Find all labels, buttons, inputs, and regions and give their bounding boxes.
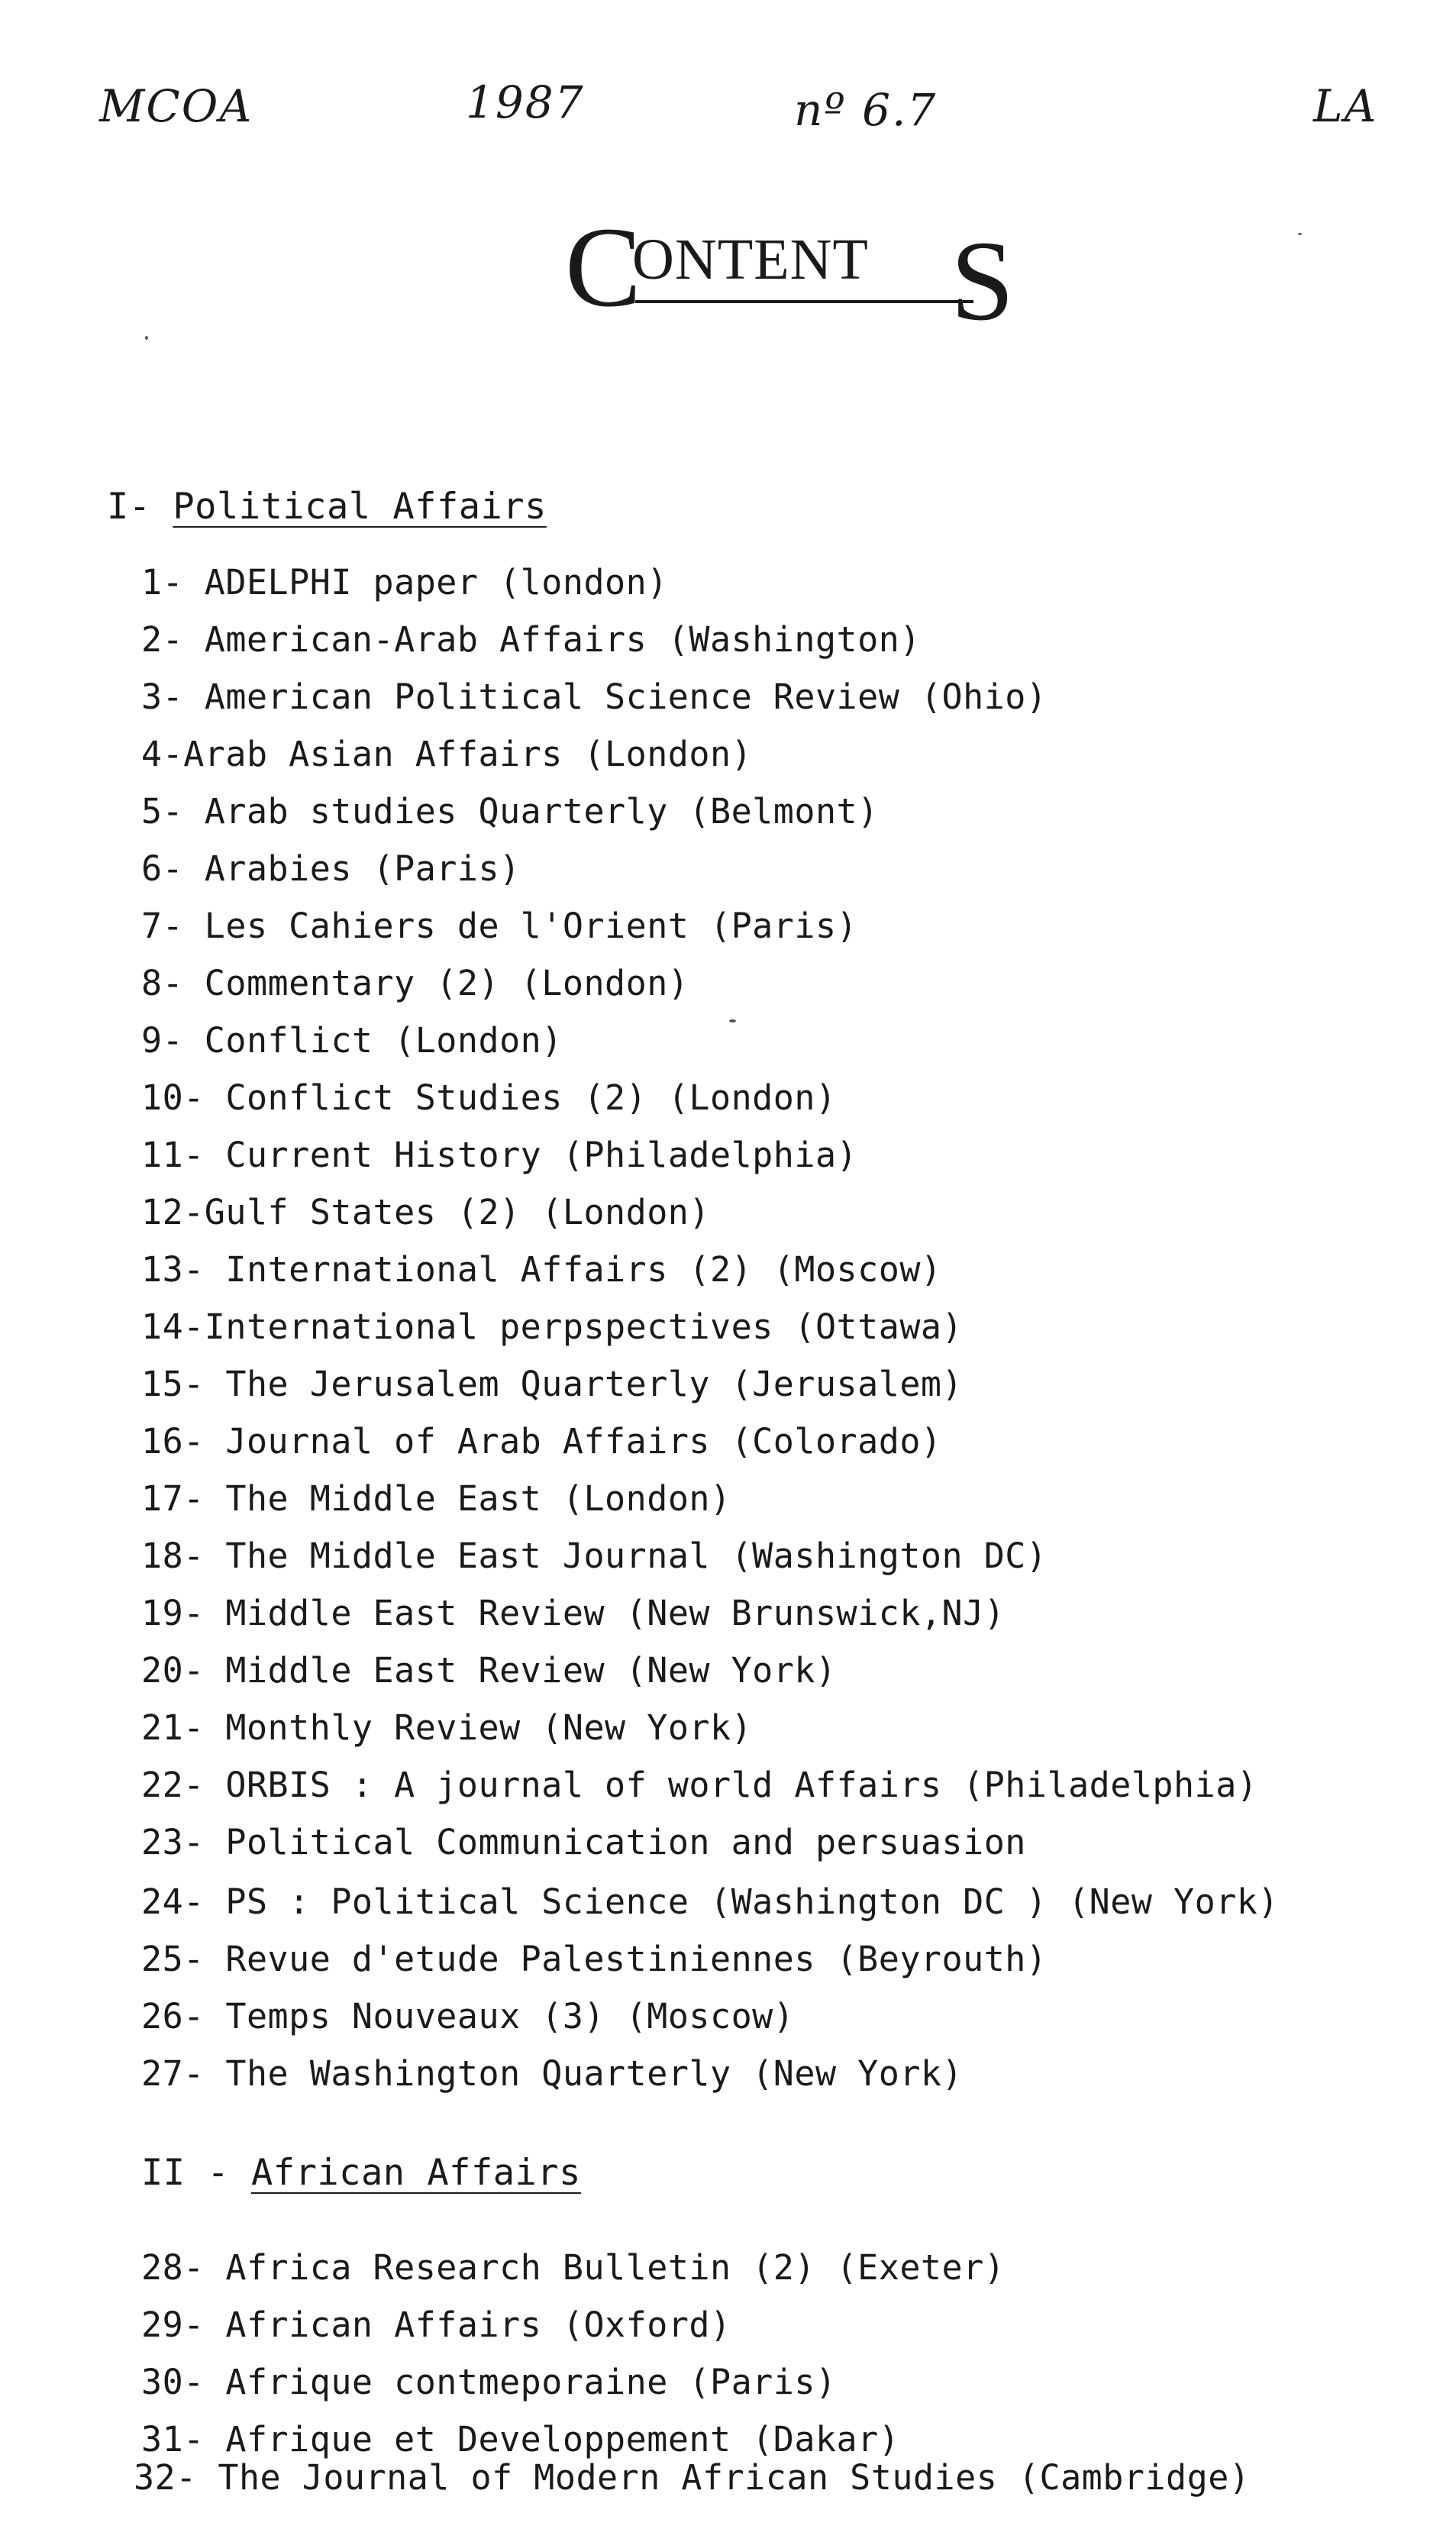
list-item (141, 734, 753, 774)
list-item (141, 1536, 1048, 1576)
title-last-letter: S (951, 218, 1015, 344)
list-item (141, 1822, 1026, 1862)
list-item (141, 1135, 858, 1175)
list-item (141, 1939, 1048, 1979)
item-text: Temps Nouveaux (3) (Moscow) (225, 1996, 795, 2037)
list-item (141, 562, 668, 602)
item-number: 3- (141, 677, 184, 717)
item-text: The Middle East Journal (Washington DC) (225, 1536, 1048, 1576)
list-item (141, 1421, 942, 1462)
item-number: 14- (141, 1307, 205, 1347)
list-item (141, 1478, 731, 1519)
item-number: 18- (141, 1536, 205, 1576)
item-number: 32- (134, 2457, 197, 2498)
item-text: Journal of Arab Affairs (Colorado) (225, 1421, 942, 1462)
item-number: 25- (141, 1939, 205, 1979)
item-number: 17- (141, 1478, 205, 1519)
list-item (141, 1249, 942, 1290)
scan-speck (1298, 233, 1302, 235)
section-title: Political Affairs (173, 486, 547, 528)
list-item (141, 1881, 1279, 1922)
item-text: American-Arab Affairs (Washington) (204, 619, 921, 660)
handwritten-initials: LA (1313, 80, 1378, 132)
scan-speck (145, 336, 148, 340)
handwritten-code: MCOA (99, 80, 253, 132)
list-item (141, 1307, 964, 1347)
item-text: Africa Research Bulletin (2) (Exeter) (225, 2247, 1006, 2288)
item-number: 21- (141, 1707, 205, 1748)
section-heading-political (107, 486, 547, 528)
item-number: 16- (141, 1421, 205, 1462)
item-number: 15- (141, 1364, 205, 1404)
section-numeral: I- (107, 486, 151, 528)
item-text: International Affairs (2) (Moscow) (225, 1249, 942, 1290)
page-title (565, 206, 1038, 344)
title-graphic (565, 206, 1038, 344)
item-number: 31- (141, 2419, 205, 2460)
item-number: 30- (141, 2362, 205, 2402)
list-item (141, 791, 879, 832)
item-number: 24- (141, 1881, 205, 1922)
list-item (141, 1765, 1258, 1805)
section-numeral: II - (141, 2152, 230, 2194)
item-number: 2- (141, 619, 184, 660)
item-number: 29- (141, 2305, 205, 2345)
item-text: Conflict (London) (204, 1020, 563, 1061)
item-number: 28- (141, 2247, 205, 2288)
list-item (141, 1077, 837, 1118)
item-text: Middle East Review (New York) (225, 1650, 837, 1691)
item-number: 7- (141, 906, 184, 946)
item-number: 12- (141, 1192, 205, 1232)
list-item (141, 2247, 1006, 2288)
handwritten-issue: nº 6.7 (794, 84, 938, 136)
item-number: 27- (141, 2053, 205, 2094)
item-number: 19- (141, 1593, 205, 1633)
title-middle-letters: ONTENT (632, 228, 869, 292)
item-text: Current History (Philadelphia) (225, 1135, 858, 1175)
item-text: ORBIS : A journal of world Affairs (Philadelphia) (225, 1765, 1258, 1805)
list-item (141, 906, 858, 946)
item-number: 13- (141, 1249, 205, 1290)
list-item (141, 677, 1048, 717)
item-text: International perpspectives (Ottawa) (204, 1307, 964, 1347)
item-number: 8- (141, 963, 184, 1003)
list-item (141, 2419, 900, 2460)
item-text: Political Communication and persuasion (225, 1822, 1026, 1862)
item-text: ADELPHI paper (london) (204, 562, 668, 602)
item-number: 5- (141, 791, 184, 832)
item-number: 1- (141, 562, 184, 602)
list-item (141, 848, 521, 889)
item-text: Conflict Studies (2) (London) (225, 1077, 837, 1118)
item-text: Middle East Review (New Brunswick,NJ) (225, 1593, 1006, 1633)
item-text: Arab studies Quarterly (Belmont) (204, 791, 879, 832)
list-item (141, 1707, 753, 1748)
item-number: 9- (141, 1020, 184, 1061)
item-text: The Washington Quarterly (New York) (225, 2053, 964, 2094)
list-item (141, 1996, 795, 2037)
item-text: African Affairs (Oxford) (225, 2305, 731, 2345)
item-text: Afrique et Developpement (Dakar) (225, 2419, 900, 2460)
item-text: Monthly Review (New York) (225, 1707, 753, 1748)
item-text: Afrique contmeporaine (Paris) (225, 2362, 837, 2402)
item-number: 6- (141, 848, 184, 889)
item-text: Commentary (2) (London) (204, 963, 689, 1003)
item-number: 22- (141, 1765, 205, 1805)
item-number: 26- (141, 1996, 205, 2037)
item-number: 23- (141, 1822, 205, 1862)
title-first-letter: C (565, 206, 642, 331)
section-title: African Affairs (250, 2152, 581, 2194)
item-text: The Middle East (London) (225, 1478, 731, 1519)
list-item (141, 2053, 964, 2094)
item-number: 20- (141, 1650, 205, 1691)
list-item (141, 1650, 837, 1691)
list-item (141, 619, 921, 660)
section-heading-african (141, 2152, 581, 2194)
list-item (141, 2305, 731, 2345)
list-item (141, 1192, 710, 1232)
item-number: 4- (141, 734, 184, 774)
list-item (141, 1020, 563, 1061)
item-text: The Journal of Modern African Studies (Cambridge) (218, 2457, 1251, 2498)
list-item (134, 2457, 1251, 2498)
list-item (141, 1593, 1006, 1633)
list-item (141, 963, 689, 1003)
item-number: 10- (141, 1077, 205, 1118)
list-item (141, 1364, 964, 1404)
item-text: Les Cahiers de l'Orient (Paris) (204, 906, 858, 946)
item-text: The Jerusalem Quarterly (Jerusalem) (225, 1364, 964, 1404)
item-text: Arab Asian Affairs (London) (183, 734, 753, 774)
item-text: Arabies (Paris) (204, 848, 521, 889)
list-item (141, 2362, 837, 2402)
item-text: Gulf States (2) (London) (204, 1192, 710, 1232)
scan-speck (729, 1019, 736, 1022)
handwritten-year: 1987 (466, 76, 585, 128)
item-text: PS : Political Science (Washington DC ) (New York) (225, 1881, 1279, 1922)
item-text: Revue d'etude Palestiniennes (Beyrouth) (225, 1939, 1048, 1979)
item-number: 11- (141, 1135, 205, 1175)
item-text: American Political Science Review (Ohio) (204, 677, 1048, 717)
